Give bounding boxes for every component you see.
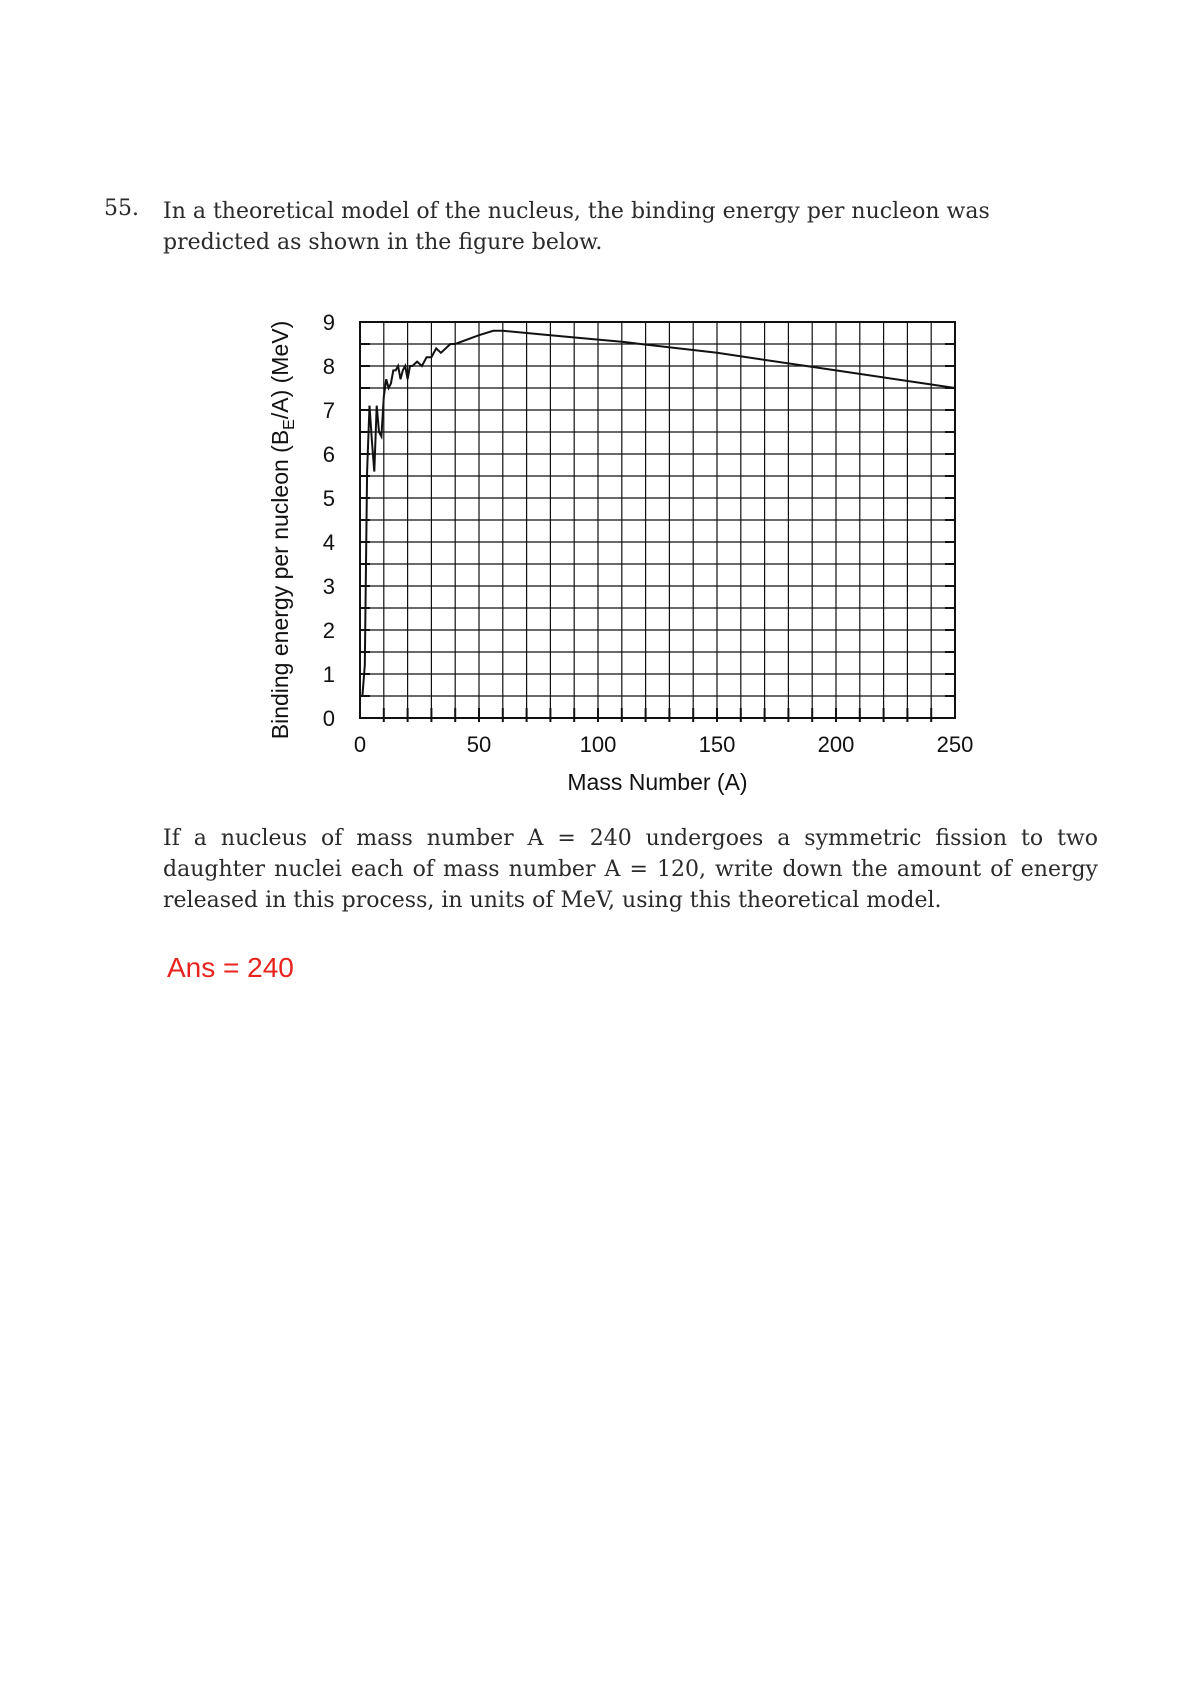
y-axis-label — [267, 321, 298, 739]
y-tick-label: 6 — [322, 442, 335, 467]
y-tick-label: 8 — [322, 354, 335, 379]
x-tick-label: 100 — [579, 732, 617, 757]
y-tick-label: 7 — [322, 398, 335, 423]
x-tick-label: 50 — [466, 732, 492, 757]
y-tick-label: 2 — [322, 618, 335, 643]
chart-grid — [360, 322, 955, 718]
tick-marks — [360, 344, 955, 722]
y-tick-label: 9 — [322, 310, 335, 335]
x-tick-label: 250 — [936, 732, 974, 757]
y-axis-label-pre: Binding energy per nucleon (B — [267, 429, 293, 740]
question-intro: In a theoretical model of the nucleus, the binding energy per nucleon was predicted as shown in the figure below. — [163, 199, 990, 255]
y-tick-label: 1 — [322, 662, 335, 687]
x-tick-label: 150 — [698, 732, 736, 757]
y-tick-label: 0 — [322, 706, 335, 731]
question-body: If a nucleus of mass number A = 240 undergoes a symmetric fission to two daughter nuclei each of mass number A = 120, write down the amount of energy released in this process, in units of MeV, using this theoretical model. — [163, 826, 1098, 913]
y-axis-label-post: /A) (MeV) — [267, 320, 293, 420]
y-tick-labels — [323, 310, 335, 731]
answer-text: Ans = 240 — [167, 952, 294, 983]
y-axis-label-sub: E — [281, 419, 298, 430]
binding-energy-chart — [0, 0, 1200, 820]
x-tick-label: 200 — [817, 732, 855, 757]
y-tick-label: 5 — [322, 486, 335, 511]
x-tick-label: 0 — [353, 732, 367, 757]
x-tick-labels — [354, 732, 973, 757]
question-number: 55. — [104, 196, 139, 221]
x-axis-label: Mass Number (A) — [567, 769, 748, 795]
binding-energy-curve — [362, 331, 955, 696]
y-tick-label: 3 — [322, 574, 335, 599]
y-tick-label: 4 — [322, 530, 335, 555]
